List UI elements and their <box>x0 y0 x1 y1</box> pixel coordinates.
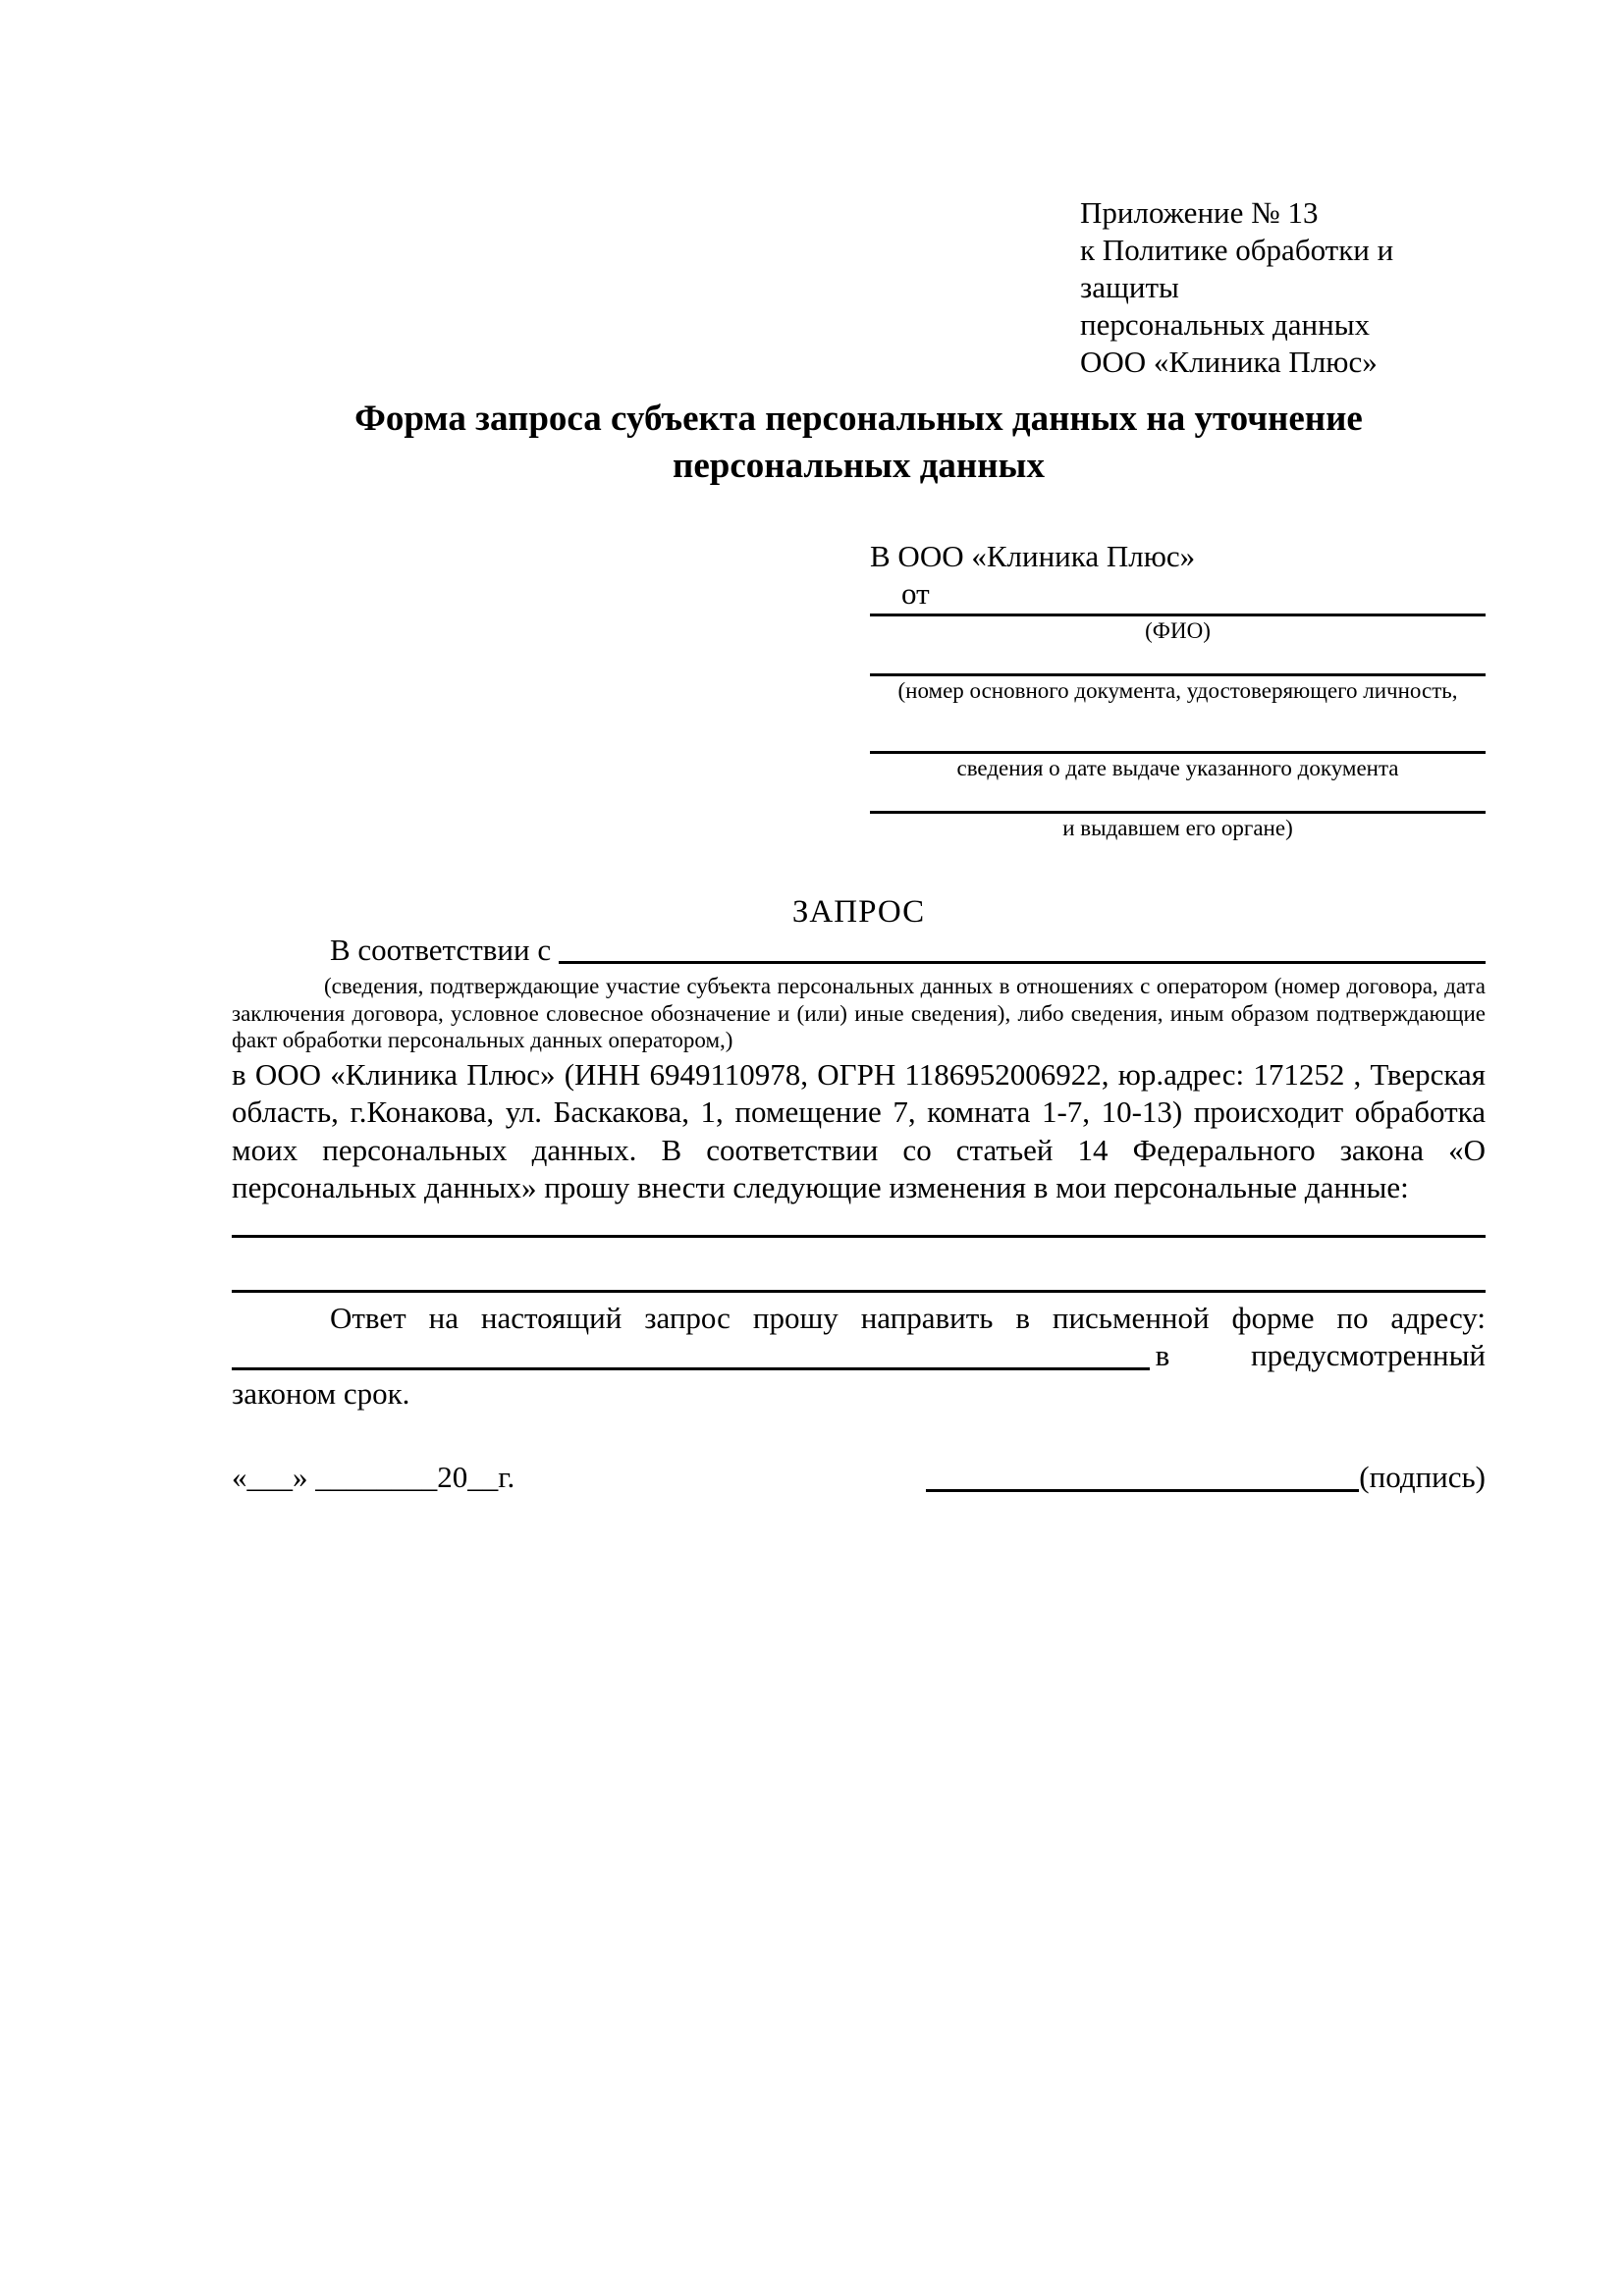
request-heading: ЗАПРОС <box>791 894 926 930</box>
basis-note: (сведения, подтверждающие участие субъекта персональных данных в отношениях с оператором (номер договора, дата заключения договора, условное словесное обозначение и (или) иные сведения), либо сведения, иным образом подтверждающие факт обработки персональных данных оператором,) <box>232 974 1486 1052</box>
issuing-authority-caption: и выдавшем его органе) <box>1062 816 1293 840</box>
signature-blank-line <box>926 1459 1359 1492</box>
signature-caption: (подпись) <box>1359 1460 1486 1494</box>
reply-address-blank-line <box>232 1337 1150 1370</box>
addressee-block <box>870 538 1486 843</box>
basis-blank-line <box>559 932 1486 964</box>
reply-paragraph: Ответ на настоящий запрос прошу направить в письменной форме по адресу: <box>330 1300 1486 1335</box>
reply-address-row <box>232 1337 1486 1375</box>
request-body: в ООО «Клиника Плюс» (ИНН 6949110978, ОГРН 1186952006922, юр.адрес: 171252 , Тверская область, г.Конакова, ул. Баскакова, 1, помещение 7, комната 1-7, 10-13) происходит обработка моих персональных данных. В соответствии со статьей 14 Федерального закона «О персональных данных» прошу внести следующие изменения в мои персональные данные: <box>232 1056 1486 1204</box>
id-document-blank-line <box>870 646 1486 676</box>
fio-caption: (ФИО) <box>1145 618 1211 643</box>
changes-blank-line-2 <box>232 1290 1486 1293</box>
basis-row <box>232 932 1486 969</box>
date-blank-text: «___» ________20__г. <box>232 1460 515 1494</box>
issuing-authority-blank-line <box>870 783 1486 814</box>
issue-date-caption: сведения о дате выдаче указанного документа <box>956 756 1399 780</box>
header-note <box>1080 194 1486 381</box>
basis-prefix-label: В соответствии с <box>330 933 552 967</box>
footer-row <box>232 1459 1486 1497</box>
issue-date-blank-line <box>870 706 1486 754</box>
signature-group <box>926 1459 1486 1497</box>
id-document-caption: (номер основного документа, удостоверяющего личность, <box>897 678 1458 703</box>
addressee-from-label: от <box>901 576 930 611</box>
reply-suffix-text: в предусмотренный <box>1155 1338 1486 1372</box>
reply-tail-text: законом срок. <box>232 1375 410 1411</box>
document-title: Форма запроса субъекта персональных данных на уточнение персональных данных <box>354 399 1363 486</box>
changes-blank-line-1 <box>232 1235 1486 1238</box>
header-note-line: к Политике обработки и защиты <box>1080 233 1394 304</box>
addressee-to: В ООО «Клиника Плюс» <box>870 539 1196 573</box>
header-note-line: персональных данных <box>1080 307 1371 342</box>
header-note-line: ООО «Клиника Плюс» <box>1080 345 1378 379</box>
header-note-line: Приложение № 13 <box>1080 195 1319 230</box>
